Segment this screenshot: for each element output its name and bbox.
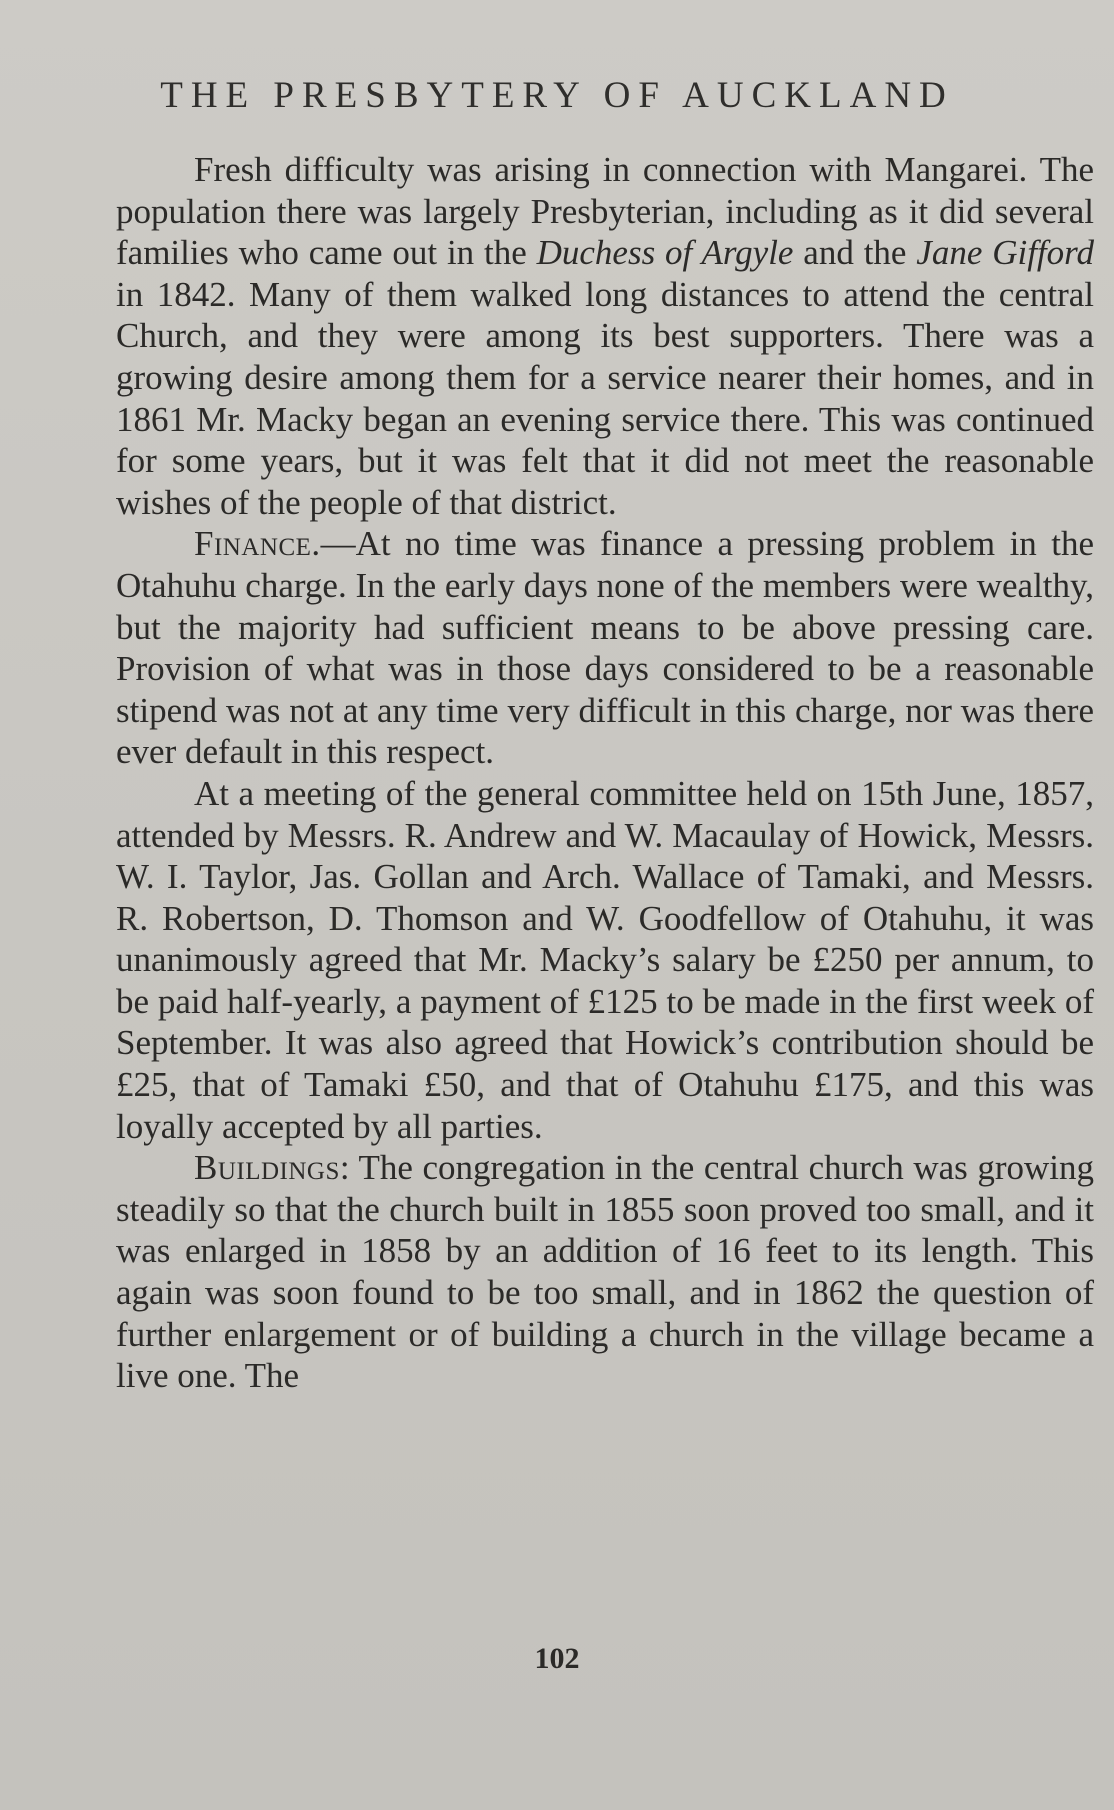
page-number: 102 <box>534 1642 580 1675</box>
ship-name-duchess-of-argyle: Duchess of Argyle <box>536 233 794 273</box>
ship-name-jane-gifford: Jane Gifford <box>916 233 1094 273</box>
text-span: Fresh difficulty was arising in connection with Mangarei. The population there was largely Presbyterian, including as it did several families who came out in the <box>116 150 1094 273</box>
text-span: : The congregation in the central church was growing steadily so that the church built in 1855 soon proved too small, and it was enlarged in 1858 by an addition of 16 feet to its length. This again was soon found to be too small, and in 1862 the question of further enlargement or of building a church in the village became a live one. The <box>116 1148 1094 1396</box>
text-span: —At no time was finance a pressing problem in the Otahuhu charge. In the early days none of the members were wealthy, but the majority had sufficient means to be above pressing care. Provision of what was in those days considered to be a reasonable stipend was not at any time very difficult in this charge, nor was there ever default in this respect. <box>116 524 1094 772</box>
paragraph-finance <box>116 523 1094 773</box>
running-head: THE PRESBYTERY OF AUCKLAND <box>160 75 954 116</box>
section-heading-buildings: Buildings <box>194 1148 340 1188</box>
paragraph-buildings <box>116 1147 1094 1397</box>
body-text <box>116 149 1094 1397</box>
paragraph-mangarei <box>116 149 1094 523</box>
section-heading-finance: Finance. <box>194 524 321 564</box>
text-span: in 1842. Many of them walked long distances to attend the central Church, and they were among its best supporters. There was a growing desire among them for a service nearer their homes, and in 1861 Mr. Macky began an evening service there. This was continued for some years, but it was felt that it did not meet the reasonable wishes of the people of that district. <box>116 274 1094 522</box>
text-span: At a meeting of the general committee held on 15th June, 1857, attended by Messrs. R. Andrew and W. Macaulay of Howick, Messrs. W. I. Taylor, Jas. Gollan and Arch. Wallace of Tamaki, and Messrs. R. Robertson, D. Thomson and W. Goodfellow of Otahuhu, it was unanimously agreed that Mr. Macky’s salary be £250 per annum, to be paid half-yearly, a payment of £125 to be made in the first week of September. It was also agreed that Howick’s contribution should be £25, that of Tamaki £50, and that of Otahuhu £175, and this was loyally accepted by all parties. <box>116 773 1094 1146</box>
text-span: and the <box>793 233 917 273</box>
paragraph-committee-meeting <box>116 773 1094 1147</box>
